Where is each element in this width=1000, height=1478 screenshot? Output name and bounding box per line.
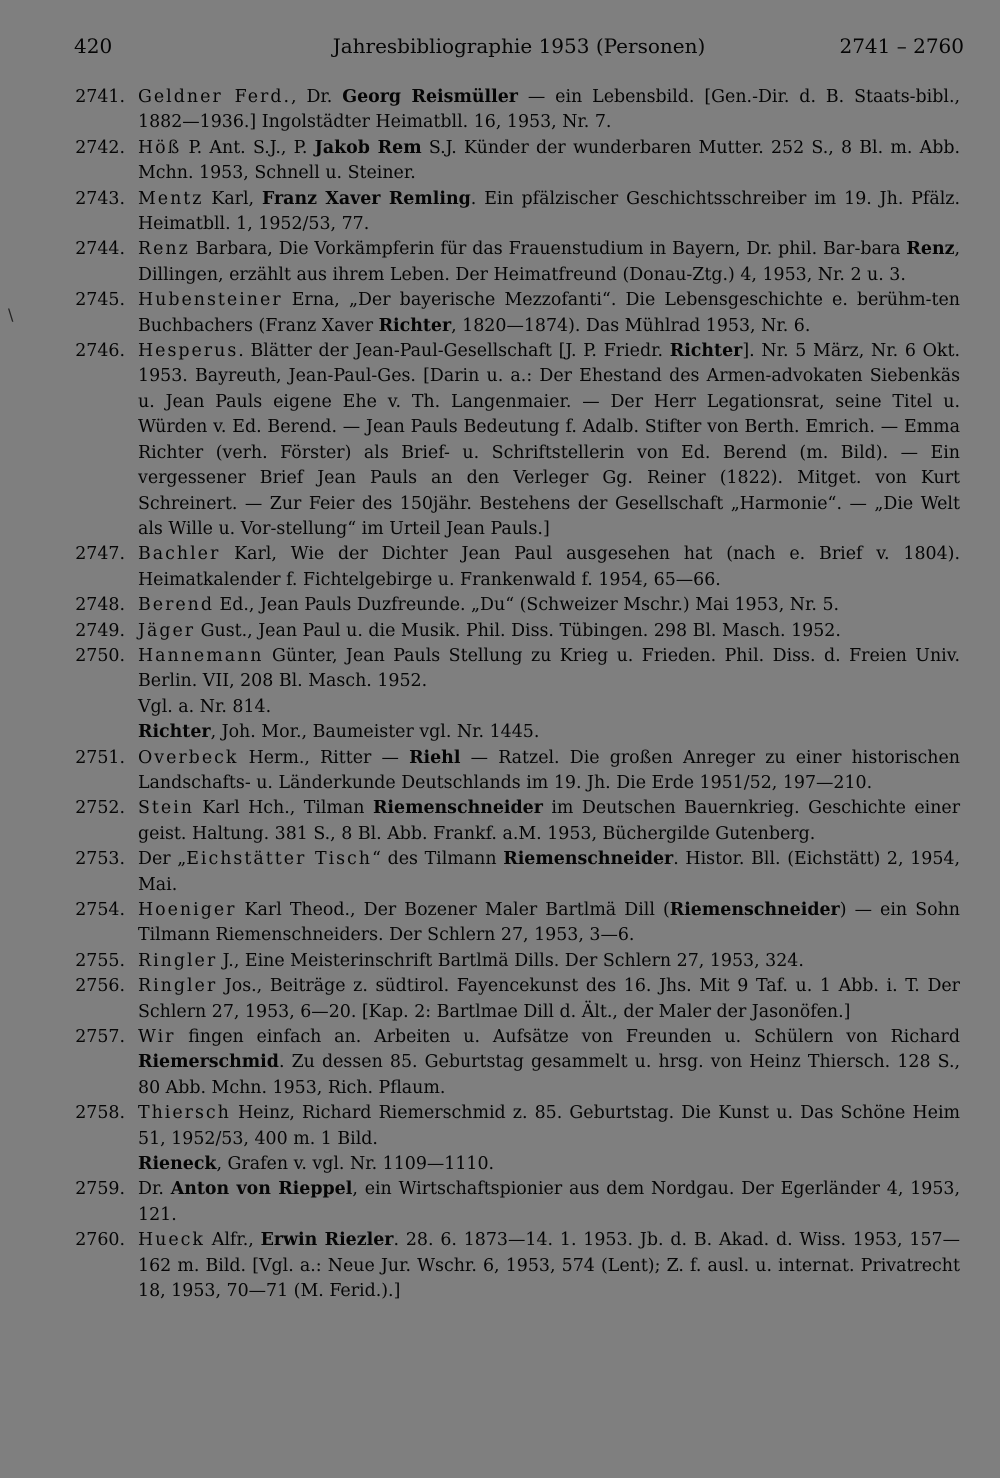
entry-text: . Blätter der Jean-Paul-Gesellschaft [J. P. Friedr.	[238, 341, 670, 362]
author-name: Berend	[138, 595, 215, 616]
author-name: Hubensteiner	[138, 290, 283, 311]
entry-text: , 1820—1874). Das Mühlrad 1953, Nr. 6.	[451, 315, 811, 336]
author-name: Mentz	[138, 188, 204, 209]
bibliography-entry	[70, 187, 960, 238]
entry-text: , ein Wirtschaftspionier aus dem Nordgau. Der Egerländer 4, 1953, 121.	[138, 1179, 960, 1225]
entry-text: — Ratzel. Die großen Anreger zu einer historischen Landschafts- u. Länderkunde Deutschlands im 19. Jh. Die Erde 1951/52, 197—210.	[138, 747, 960, 793]
entry-body	[138, 85, 960, 136]
entry-number: 2745.	[75, 290, 125, 311]
entry-text: ) — ein Sohn Tilmann Riemenschneiders. Der Schlern 27, 1953, 3—6.	[138, 900, 960, 946]
subject-name: Jakob Rem	[314, 137, 422, 158]
cross-reference	[70, 695, 960, 720]
subject-name: Georg Reismüller	[342, 87, 518, 107]
entry-text: Günter, Jean Pauls Stellung zu Krieg u. Frieden. Phil. Diss. d. Freien Univ. Berlin. VII, 208 Bl. Masch. 1952.	[138, 645, 960, 692]
entry-body	[138, 619, 960, 644]
entry-number: 2754.	[75, 900, 125, 920]
entry-text: im Deutschen Bauernkrieg. Geschichte einer geist. Haltung. 381 S., 8 Bl. Abb. Frankf. a.M. 1953, Büchergilde Gutenberg.	[138, 798, 961, 844]
subject-name: Renz	[906, 239, 955, 260]
bibliography-entry	[70, 136, 960, 187]
author-name: Hannemann	[138, 645, 264, 666]
bibliography-entry	[70, 1025, 960, 1101]
bibliography-entry	[70, 1177, 960, 1228]
entry-text: Ed., Jean Pauls Duzfreunde. „Du“ (Schweizer Mschr.) Mai 1953, Nr. 5.	[214, 595, 840, 616]
page-number: 420	[74, 34, 113, 58]
bibliography-entry	[70, 85, 960, 136]
entry-text: Karl, Wie der Dichter Jean Paul ausgesehen hat (nach e. Brief v. 1804). Heimatkalender f. Fichtelgebirge u. Frankenwald f. 1954, 65—66.	[138, 544, 960, 590]
bibliography-entry	[70, 339, 960, 542]
subject-name: Rieneck	[138, 1154, 217, 1175]
entry-text: Herm., Ritter —	[238, 747, 410, 768]
entry-number: 2756.	[75, 976, 125, 997]
author-name: Bachler	[138, 544, 221, 565]
entry-text: P. Ant. S.J., P.	[181, 137, 315, 158]
entry-number: 2757.	[75, 1027, 125, 1048]
entry-body	[138, 949, 960, 974]
entry-number: 2752.	[75, 798, 125, 819]
author-name: Höß	[138, 137, 182, 158]
bibliography-entry	[70, 644, 960, 695]
entry-body	[138, 136, 960, 187]
entry-text: , Dillingen, erzählt aus ihrem Leben. Der Heimatfreund (Donau-Ztg.) 4, 1953, Nr. 2 u. 3.	[138, 239, 960, 285]
subject-name: Riemenschneider	[503, 849, 674, 870]
author-name: Overbeck	[138, 747, 239, 768]
entry-text: ]. Nr. 5 März, Nr. 6 Okt. 1953. Bayreuth, Jean-Paul-Ges. [Darin u. a.: Der Ehestand des Armen-advokaten Siebenkäs u. Jean Pauls eigene Ehe v. Th. Langenmaier. — Der Herr Legationsrat, seine Titel u. Würden v. Ed. Berend. — Jean Pauls Bedeutung f. Adalb. Stifter von Berth. Emrich. — Emma Richter (verh. Förster) als Brief- u. Schriftstellerin von Ed. Berend (m. Bild). — Ein vergessener Brief Jean Pauls an den Verleger Gg. Reiner (1822). Mitget. von Kurt Schreinert. — Zur Feier des 150jähr. Bestehens der Gesellschaft „Harmonie“. — „Die Welt als Wille u. Vor-stellung“ im Urteil Jean Pauls.]	[138, 341, 960, 539]
entry-text: . Ein pfälzischer Geschichtsschreiber im 19. Jh. Pfälz. Heimatbll. 1, 1952/53, 77.	[138, 188, 960, 235]
entry-text: Jos., Beiträge z. südtirol. Fayencekunst des 16. Jhs. Mit 9 Taf. u. 1 Abb. i. T. Der Schlern 27, 1953, 6—20. [Kap. 2: Bartlmae Dill d. Ält., der Maler der Jasonöfen.]	[138, 976, 960, 1022]
bibliography-entry	[70, 847, 960, 898]
entry-number: 2746.	[75, 341, 125, 362]
cross-reference	[70, 720, 960, 745]
cross-reference	[70, 1152, 960, 1177]
author-name: Jäger	[138, 620, 196, 641]
bibliography-entry	[70, 542, 960, 593]
author-name: Ringler	[138, 950, 218, 971]
entry-body	[138, 898, 960, 949]
subject-name: Riehl	[409, 747, 461, 768]
entry-body	[138, 1025, 960, 1101]
subject-name: Riemenschneider	[372, 798, 543, 819]
entry-number: 2759.	[75, 1179, 125, 1200]
subject-name: Riemenschneider	[669, 900, 840, 920]
entry-text: Gust., Jean Paul u. die Musik. Phil. Diss. Tübingen. 298 Bl. Masch. 1952.	[195, 620, 841, 641]
entry-number: 2758.	[75, 1103, 125, 1124]
entry-text: “ des Tilmann	[372, 849, 504, 870]
entry-text: — ein Lebensbild. [Gen.-Dir. d. B. Staats-bibl., 1882—1936.] Ingolstädter Heimatbll. 16, 1953, Nr. 7.	[138, 87, 960, 133]
entry-number: 2753.	[75, 849, 125, 870]
author-name: Ringler	[138, 976, 218, 997]
entry-text: fingen einfach an. Arbeiten u. Aufsätze von Freunden u. Schülern von Richard	[175, 1027, 960, 1048]
entry-text: Vgl. a. Nr. 814.	[138, 696, 272, 717]
entry-text: . Histor. Bll. (Eichstätt) 2, 1954, Mai.	[138, 849, 960, 895]
bibliography-entry	[70, 288, 960, 339]
entry-body	[138, 339, 960, 542]
entry-body	[138, 746, 960, 797]
entry-text: , Joh. Mor., Baumeister vgl. Nr. 1445.	[210, 722, 540, 743]
entry-text: , Dr.	[291, 87, 343, 107]
page-header	[74, 34, 964, 64]
running-title: Jahresbibliographie 1953 (Personen)	[332, 34, 706, 58]
entry-body	[138, 974, 960, 1025]
entry-text: Barbara, Die Vorkämpferin für das Frauenstudium in Bayern, Dr. phil. Bar-bara	[189, 239, 907, 260]
entry-number: 2747.	[75, 544, 125, 565]
entry-number: 2743.	[75, 188, 125, 209]
entry-body	[138, 796, 960, 847]
entry-text: Dr.	[138, 1179, 171, 1200]
entry-number: 2742.	[75, 137, 125, 158]
entry-text: Alfr.,	[204, 1230, 261, 1251]
entry-body	[138, 1228, 960, 1304]
author-name: Wir	[138, 1027, 176, 1048]
author-name: Thiersch	[138, 1103, 231, 1124]
bibliography-entry	[70, 237, 960, 288]
entry-text: J., Eine Meisterinschrift Bartlmä Dills. Der Schlern 27, 1953, 324.	[217, 950, 804, 971]
entry-number: 2751.	[75, 747, 125, 768]
bibliography-entry	[70, 796, 960, 847]
subject-name: Erwin Riezler	[260, 1230, 394, 1251]
author-name: Stein	[138, 798, 194, 819]
subject-name: Richter	[669, 341, 743, 362]
entry-text: , Grafen v. vgl. Nr. 1109—1110.	[216, 1154, 495, 1175]
bibliography-entry	[70, 1101, 960, 1152]
entry-number: 2748.	[75, 595, 125, 616]
entry-number: 2741.	[75, 87, 125, 107]
margin-mark: \	[8, 305, 14, 324]
entry-text: Karl,	[203, 188, 262, 209]
entry-text: Heinz, Richard Riemerschmid z. 85. Geburtstag. Die Kunst u. Das Schöne Heim 51, 1952/53, 400 m. 1 Bild.	[138, 1103, 960, 1149]
bibliography-entry	[70, 593, 960, 618]
entry-text: Karl Theod., Der Bozener Maler Bartlmä Dill (	[236, 900, 670, 920]
entry-body	[138, 187, 960, 238]
author-name: Hesperus	[138, 341, 239, 362]
entry-number: 2749.	[75, 620, 125, 641]
entry-number: 2744.	[75, 239, 125, 260]
subject-name: Richter	[378, 315, 452, 336]
entry-text: Der „	[138, 849, 187, 870]
bibliography-entry	[70, 619, 960, 644]
entry-number: 2750.	[75, 645, 125, 666]
entry-number: 2755.	[75, 950, 125, 971]
author-name: Hoeniger	[138, 900, 237, 920]
subject-name: Richter	[138, 722, 211, 743]
author-name: Eichstätter Tisch	[186, 849, 372, 870]
entry-number: 2760.	[75, 1230, 125, 1251]
entry-text: Karl Hch., Tilman	[193, 798, 373, 819]
entry-body	[138, 593, 960, 618]
author-name: Hueck	[138, 1230, 205, 1251]
entry-text: S.J. Künder der wunderbaren Mutter. 252 S., 8 Bl. m. Abb. Mchn. 1953, Schnell u. Steiner.	[138, 137, 960, 184]
entry-body	[138, 237, 960, 288]
entry-list	[70, 85, 960, 1305]
entry-body	[138, 288, 960, 339]
entry-text: Erna, „Der bayerische Mezzofanti“. Die Lebensgeschichte e. berühm-ten Buchbachers (Franz Xaver	[138, 290, 960, 336]
subject-name: Riemerschmid	[138, 1052, 279, 1073]
bibliography-entry	[70, 898, 960, 949]
bibliography-entry	[70, 949, 960, 974]
bibliography-entry	[70, 1228, 960, 1304]
bibliography-entry	[70, 746, 960, 797]
author-name: Renz	[138, 239, 190, 260]
entry-body	[138, 847, 960, 898]
entry-body	[138, 1101, 960, 1152]
entry-body	[138, 644, 960, 695]
entry-body	[138, 542, 960, 593]
bibliography-entry	[70, 974, 960, 1025]
entry-text: . 28. 6. 1873—14. 1. 1953. Jb. d. B. Akad. d. Wiss. 1953, 157—162 m. Bild. [Vgl. a.: Neue Jur. Wschr. 6, 1953, 574 (Lent); Z. f. ausl. u. internat. Privatrecht 18, 1953, 70—71 (M. Ferid.).]	[138, 1230, 961, 1302]
subject-name: Anton von Rieppel	[170, 1179, 353, 1200]
entry-body	[138, 1177, 960, 1228]
author-name: Geldner Ferd.	[138, 87, 291, 107]
entry-text: . Zu dessen 85. Geburtstag gesammelt u. hrsg. von Heinz Thiersch. 128 S., 80 Abb. Mchn. 1953, Rich. Pflaum.	[138, 1052, 960, 1098]
entry-range: 2741 – 2760	[839, 34, 964, 58]
subject-name: Franz Xaver Remling	[261, 188, 471, 209]
